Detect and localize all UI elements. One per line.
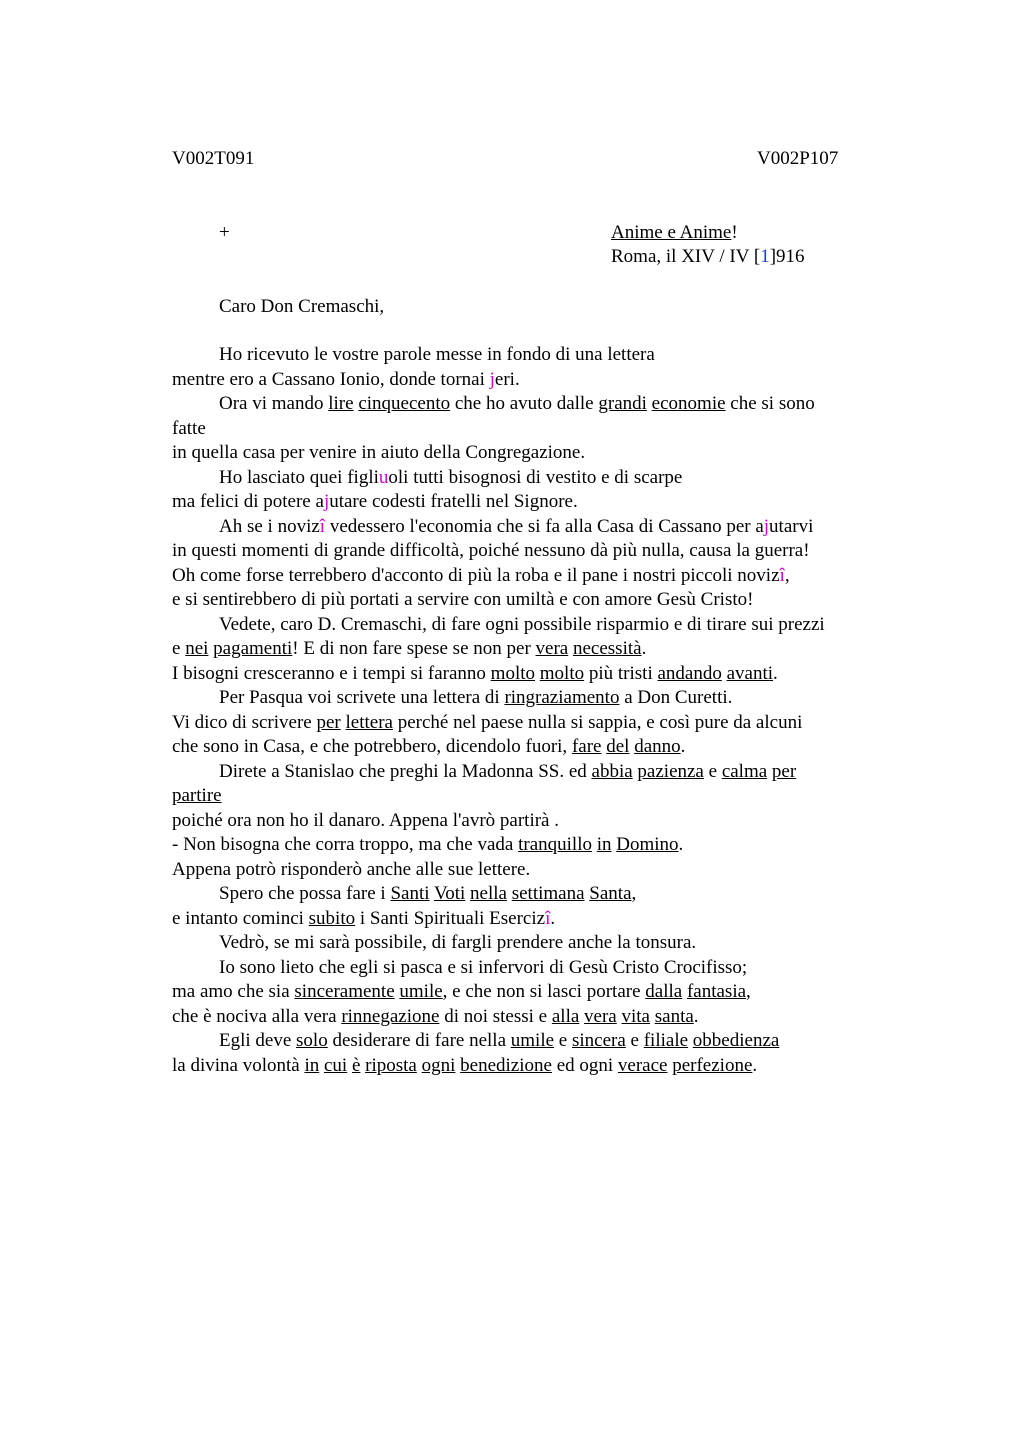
text-line [172, 417, 892, 442]
text-line [172, 711, 892, 736]
text-segment: mentre ero a Cassano Ionio, donde tornai [172, 368, 490, 390]
salutation: Caro Don Cremaschi, [219, 296, 385, 317]
text-segment: - Non bisogna che corra troppo, ma che vada [172, 834, 519, 855]
underlined-text: è [351, 1054, 361, 1076]
underlined-text: partire [172, 785, 222, 806]
text-line [172, 1054, 892, 1079]
underlined-text: danno [634, 736, 681, 757]
underlined-text: dalla [645, 981, 683, 1002]
text-segment: ! E di non fare spese se non per [292, 638, 536, 659]
text-segment: e intanto cominci [172, 907, 309, 929]
text-line [172, 809, 892, 834]
text-segment: Appena potrò risponderò anche alle sue lettere. [172, 858, 531, 880]
underlined-text: in [304, 1054, 320, 1076]
text-segment: Per Pasqua voi scrivete una lettera di [219, 687, 505, 708]
underlined-text: necessità [572, 638, 642, 659]
underlined-text: riposta [365, 1054, 417, 1076]
letter-body [172, 343, 892, 1078]
text-segment: , [746, 981, 751, 1002]
text-line [172, 1005, 892, 1030]
text-line [172, 637, 892, 662]
text-segment: in quella casa per venire in aiuto della Congregazione. [172, 442, 586, 463]
text-line [172, 588, 892, 613]
text-line [172, 564, 892, 589]
underlined-text: ogni [421, 1054, 456, 1076]
text-segment: oli tutti bisognosi di vestito e di scarpe [388, 466, 683, 488]
underlined-text: andando [657, 662, 722, 684]
text-line [172, 956, 892, 981]
marked-letter: î [319, 515, 326, 537]
underlined-text: vera [535, 638, 569, 659]
text-segment: , e che non si lasci portare [442, 981, 646, 1002]
underlined-text: obbedienza [692, 1030, 780, 1051]
text-segment: , [631, 883, 637, 904]
underlined-text: Santi [390, 883, 430, 904]
text-segment: di noi stessi e [439, 1005, 552, 1027]
text-line [172, 980, 892, 1005]
text-line [172, 760, 892, 785]
text-line [172, 466, 892, 491]
underlined-text: benedizione [460, 1054, 552, 1076]
motto: Anime e Anime [611, 222, 732, 243]
underlined-text: pagamenti [213, 638, 293, 659]
text-line [172, 833, 892, 858]
letter-heading [611, 221, 805, 269]
text-segment: la divina volontà [172, 1054, 305, 1076]
text-line [172, 613, 892, 638]
text-segment: . [678, 834, 684, 855]
underlined-text: economie [651, 393, 726, 414]
underlined-text: avanti [726, 662, 774, 684]
text-segment: a Don Curetti. [619, 687, 733, 708]
underlined-text: settimana [511, 883, 585, 904]
underlined-text: nei [185, 638, 209, 659]
text-line [172, 441, 892, 466]
text-segment: . [773, 662, 778, 684]
underlined-text: cui [323, 1054, 348, 1076]
text-segment: perché nel paese nulla si sappia, e così pure da alcuni [392, 711, 803, 733]
underlined-text: grandi [598, 393, 647, 414]
underlined-text: molto [539, 662, 585, 684]
text-segment: ma felici di potere a [172, 491, 324, 512]
underlined-text: cinquecento [358, 393, 451, 414]
marked-letter: u [378, 466, 389, 488]
underlined-text: per [771, 760, 797, 782]
text-segment: Ho ricevuto le vostre parole messe in fondo di una lettera [219, 344, 655, 365]
underlined-text: sincera [571, 1030, 626, 1051]
underlined-text: per [316, 711, 341, 733]
text-segment: e [172, 638, 186, 659]
underlined-text: umile [399, 981, 443, 1002]
underlined-text: verace [617, 1054, 668, 1076]
underlined-text: Santa [589, 883, 632, 904]
date-pre: Roma, il XIV / IV [ [611, 246, 761, 267]
text-segment: Vedete, caro D. Cremaschi, di fare ogni possibile risparmio e di tirare sui prezzi [219, 613, 825, 635]
motto-punct: ! [731, 222, 738, 243]
text-line [172, 858, 892, 883]
text-segment: Spero che possa fare i [219, 883, 391, 904]
underlined-text: vita [621, 1005, 650, 1027]
text-line [172, 907, 892, 932]
underlined-text: santa [654, 1005, 694, 1027]
text-line [172, 686, 892, 711]
text-segment: ma amo che sia [172, 981, 295, 1002]
text-segment: in questi momenti di grande difficoltà, poiché nessuno dà più nulla, causa la guerra! [172, 540, 810, 561]
text-segment: ed ogni [551, 1054, 618, 1076]
text-segment: più tristi [584, 662, 658, 684]
text-line [172, 735, 892, 760]
text-segment: Ah se i noviz [219, 515, 320, 537]
text-segment: utarvi [769, 515, 814, 537]
underlined-text: tranquillo [518, 834, 592, 855]
underlined-text: nella [470, 883, 507, 904]
text-line [172, 343, 892, 368]
underlined-text: fantasia [686, 981, 747, 1002]
text-segment: desiderare di fare nella [327, 1030, 511, 1051]
text-segment: Direte a Stanislao che preghi la Madonna SS. ed [219, 760, 592, 782]
text-segment: . [641, 638, 647, 659]
text-segment: e [703, 760, 722, 782]
underlined-text: rinnegazione [341, 1005, 440, 1027]
text-segment: Ora vi mando [219, 393, 329, 414]
underlined-text: alla [551, 1005, 580, 1027]
underlined-text: molto [490, 662, 536, 684]
date-post: ]916 [769, 246, 805, 267]
text-line [172, 784, 892, 809]
text-segment: . [680, 736, 686, 757]
document-code-left: V002T091 [172, 148, 255, 169]
text-segment: che sono in Casa, e che potrebbero, dicendolo fuori, [172, 736, 572, 757]
text-segment: . [693, 1005, 699, 1027]
underlined-text: in [596, 834, 612, 855]
marked-letter: j [323, 491, 330, 512]
text-line [172, 515, 892, 540]
text-segment: poiché ora non ho il danaro. Appena l'avrò partirà . [172, 809, 559, 831]
document-code-right: V002P107 [757, 148, 839, 169]
underlined-text: Domino [616, 834, 679, 855]
text-line [172, 368, 892, 393]
text-segment: che si sono [725, 393, 815, 414]
text-segment: , [784, 564, 790, 586]
text-segment: fatte [172, 417, 206, 439]
motto-line [611, 221, 805, 245]
text-line [172, 931, 892, 956]
text-line [172, 490, 892, 515]
text-line [172, 392, 892, 417]
date-bracket-digit: 1 [760, 246, 770, 267]
text-line [172, 1029, 892, 1054]
underlined-text: solo [296, 1030, 328, 1051]
underlined-text: subito [308, 907, 356, 929]
text-segment: vedessero l'economia che si fa alla Casa di Cassano per a [325, 515, 764, 537]
cross-symbol: + [219, 222, 230, 243]
underlined-text: sinceramente [294, 981, 395, 1002]
text-segment: Ho lasciato quei figli [219, 466, 379, 488]
marked-letter: î [545, 907, 551, 929]
text-segment: che ho avuto dalle [450, 393, 599, 414]
text-segment: . [550, 907, 556, 929]
text-segment: Egli deve [219, 1030, 297, 1051]
text-line [172, 882, 892, 907]
text-segment: eri. [494, 368, 520, 390]
underlined-text: ringraziamento [504, 687, 620, 708]
marked-letter: î [779, 564, 785, 586]
text-segment: . [752, 1054, 758, 1076]
text-segment: e [554, 1030, 572, 1051]
underlined-text: lettera [345, 711, 393, 733]
underlined-text: del [606, 736, 630, 757]
date-line [611, 245, 805, 269]
text-line [172, 539, 892, 564]
text-segment: Io sono lieto che egli si pasca e si infervori di Gesù Cristo Crocifisso; [219, 956, 748, 978]
text-line [172, 662, 892, 687]
text-segment: utare codesti fratelli nel Signore. [329, 491, 578, 512]
underlined-text: umile [510, 1030, 555, 1051]
underlined-text: fare [571, 736, 602, 757]
underlined-text: pazienza [637, 760, 704, 782]
marked-letter: j [489, 368, 495, 390]
text-segment: Oh come forse terrebbero d'acconto di più la roba e il pane i nostri piccoli noviz [172, 564, 780, 586]
underlined-text: lire [328, 393, 354, 414]
text-segment: e si sentirebbero di più portati a servire con umiltà e con amore Gesù Cristo! [172, 589, 754, 610]
text-segment: che è nociva alla vera [172, 1005, 342, 1027]
text-segment: i Santi Spirituali Eserciz [355, 907, 546, 929]
text-segment: I bisogni cresceranno e i tempi si faranno [172, 662, 491, 684]
underlined-text: abbia [591, 760, 633, 782]
underlined-text: vera [584, 1005, 617, 1027]
underlined-text: perfezione [672, 1054, 753, 1076]
underlined-text: Voti [433, 883, 466, 904]
text-segment: e [625, 1030, 644, 1051]
underlined-text: calma [721, 760, 768, 782]
text-segment: Vedrò, se mi sarà possibile, di fargli prendere anche la tonsura. [219, 932, 697, 953]
marked-letter: j [763, 515, 770, 537]
underlined-text: filiale [643, 1030, 689, 1051]
text-segment: Vi dico di scrivere [172, 711, 317, 733]
